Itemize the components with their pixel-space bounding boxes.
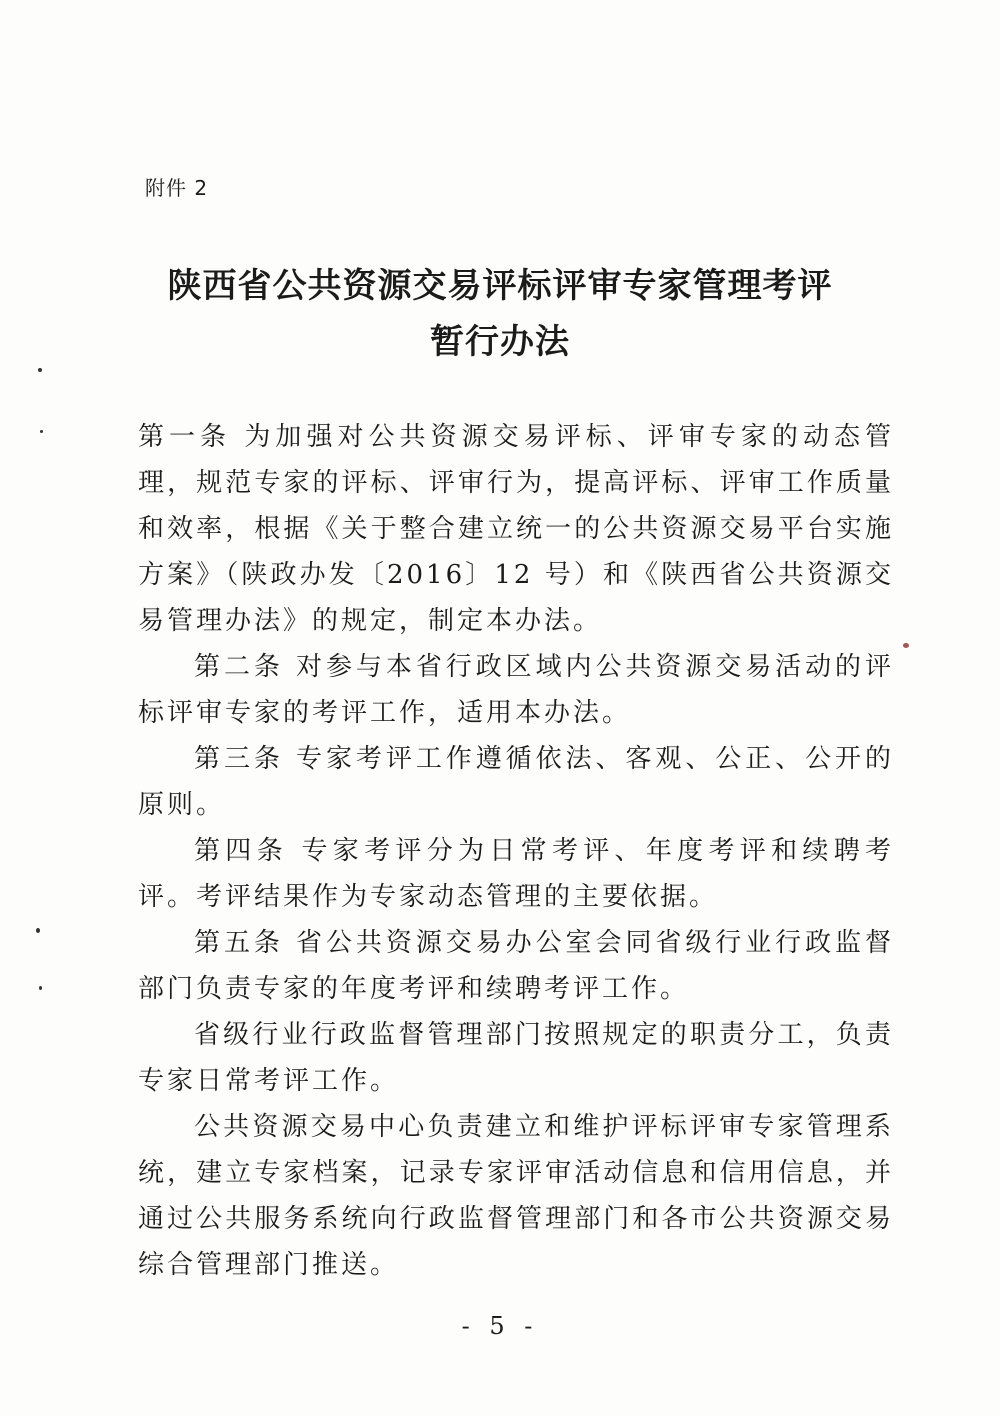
scan-speck xyxy=(38,368,42,372)
attachment-label: 附件 2 xyxy=(145,176,209,200)
scan-speck xyxy=(39,986,42,990)
scan-speck xyxy=(903,643,909,648)
article-2-paragraph: 第二条 对参与本省行政区域内公共资源交易活动的评标评审专家的考评工作，适用本办法。 xyxy=(138,652,894,728)
article-5-sub-paragraph-2: 公共资源交易中心负责建立和维护评标评审专家管理系统，建立专家档案，记录专家评审活动信息和信用信息，并通过公共服务系统向行政监督管理部门和各市公共资源交易综合管理部门推送。 xyxy=(138,1112,894,1280)
document-body xyxy=(138,414,894,1288)
article-4-paragraph: 第四条 专家考评分为日常考评、年度考评和续聘考评。考评结果作为专家动态管理的主要依据。 xyxy=(138,836,894,912)
scan-speck xyxy=(40,430,43,433)
scan-speck xyxy=(36,928,40,933)
article-5-paragraph: 第五条 省公共资源交易办公室会同省级行业行政监督部门负责专家的年度考评和续聘考评工作。 xyxy=(138,928,894,1004)
document-title-line2: 暂行办法 xyxy=(430,322,570,362)
article-5-sub-paragraph-1: 省级行业行政监督管理部门按照规定的职责分工，负责专家日常考评工作。 xyxy=(138,1020,894,1096)
document-title-line1: 陕西省公共资源交易评标评审专家管理考评 xyxy=(167,266,833,306)
page-number: - 5 - xyxy=(461,1312,539,1340)
article-3-paragraph: 第三条 专家考评工作遵循依法、客观、公正、公开的原则。 xyxy=(138,744,894,820)
article-1-paragraph: 第一条 为加强对公共资源交易评标、评审专家的动态管理，规范专家的评标、评审行为，提高评标、评审工作质量和效率，根据《关于整合建立统一的公共资源交易平台实施方案》（陕政办发〔2016〕12 号）和《陕西省公共资源交易管理办法》的规定，制定本办法。 xyxy=(138,422,894,636)
